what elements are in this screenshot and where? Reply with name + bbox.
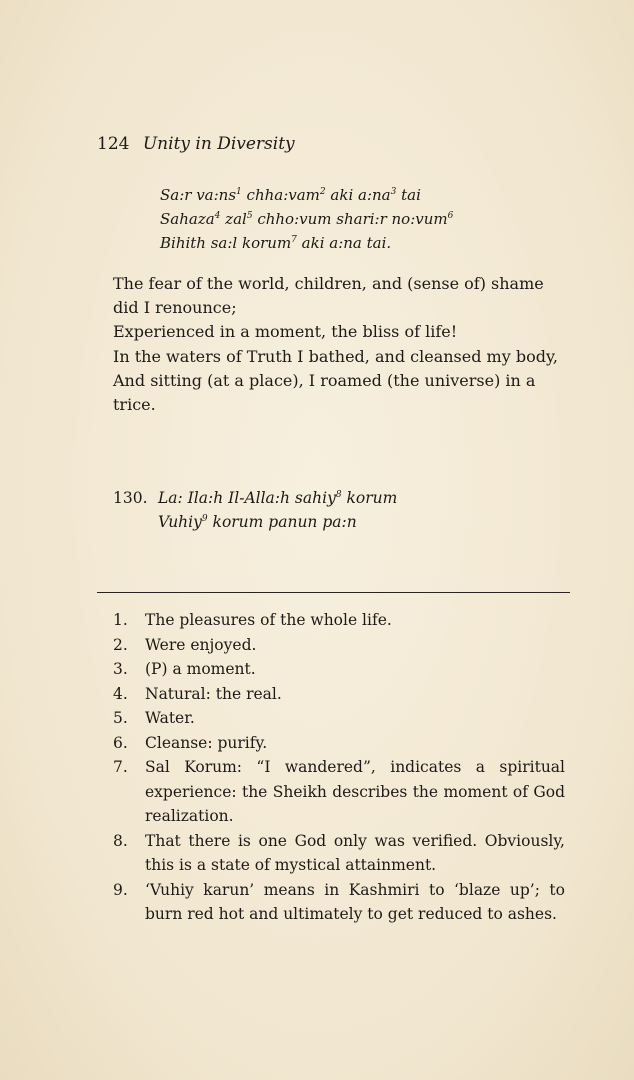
footnote-item: 5. Water. [113, 709, 195, 727]
english-translation [113, 272, 563, 417]
kashmiri-verse [160, 183, 453, 255]
footnote-item: 1. The pleasures of the whole life. [113, 611, 392, 629]
translation-line: The fear of the world, children, and (sense of) shame did I renounce; [113, 274, 544, 317]
footnote-item: 3. (P) a moment. [113, 660, 256, 678]
stanza-line: 130. La: Ila:h Il-Alla:h sahiy$^8$ korum [113, 486, 397, 510]
translation-line: And sitting (at a place), I roamed (the universe) in a trice. [113, 371, 536, 414]
translation-line: In the waters of Truth I bathed, and cleansed my body, [113, 346, 558, 366]
footnote-item: 9. ‘Vuhiy karun’ means in Kashmiri to ‘blaze up’; to burn red hot and ultimately to get reduced to ashes. [113, 880, 565, 923]
stanza-number: 130. [113, 489, 148, 507]
stanza-130 [113, 486, 397, 534]
footnotes [113, 608, 565, 927]
footnote-item: 2. Were enjoyed. [113, 635, 257, 654]
verse-line: Sahaza$^4$ zal$^5$ chho:vum shari:r no:vum$^6$ [160, 210, 454, 228]
translation-line: Experienced in a moment, the bliss of life! [113, 322, 458, 341]
page-number: 124 [97, 134, 130, 154]
footnote-divider [97, 592, 570, 593]
running-title: Unity in Diversity [142, 134, 295, 154]
footnote-item: 8. That there is one God only was verified. Obviously, this is a state of mystical attainment. [113, 831, 565, 874]
footnote-item: 7. Sal Korum: “I wandered”, indicates a spiritual experience: the Sheikh describes the moment of God realization. [113, 758, 565, 825]
stanza-line: Vuhiy$^9$ korum panun pa:n [158, 513, 357, 531]
footnote-item: 4. Natural: the real. [113, 684, 282, 703]
verse-line: Bihith sa:l korum$^7$ aki a:na tai. [160, 234, 392, 252]
running-header [97, 134, 295, 154]
footnote-item: 6. Cleanse: purify. [113, 733, 268, 752]
verse-line: Sa:r $va:ns^1$ chha:vam$^2$ aki $a:na^3$ tai [160, 186, 421, 204]
